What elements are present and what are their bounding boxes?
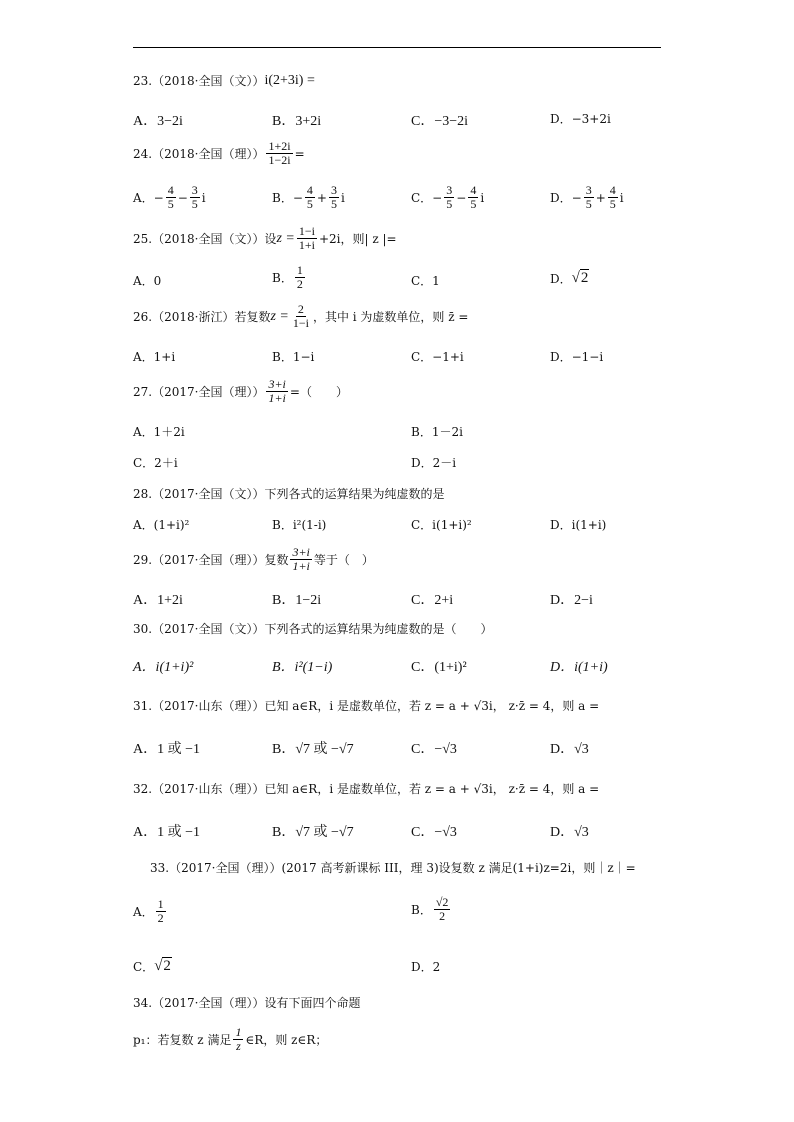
option-a: A． $\frac{1}{2}$ bbox=[133, 897, 164, 925]
option-b: B．1−i bbox=[272, 350, 315, 364]
fraction: $\frac{1+2i}{1-2i}$ bbox=[268, 139, 291, 167]
option-c: C．− $\frac{3}{5}$ − $\frac{4}{5}$ i bbox=[411, 183, 485, 211]
question-25 bbox=[133, 225, 397, 252]
option-d: D．√3 bbox=[550, 825, 589, 840]
question-28: 28.（2017·全国（文））下列各式的运算结果为纯虚数的是 bbox=[133, 487, 445, 501]
option-c: C．(1+i)² bbox=[411, 660, 467, 675]
question-label: 25.（2018·全国（文））设 bbox=[133, 232, 277, 246]
option-b: B．− $\frac{4}{5}$ + $\frac{3}{5}$ i bbox=[272, 183, 345, 211]
variable: z = bbox=[276, 230, 295, 246]
question-29 bbox=[133, 546, 374, 573]
question-tail: ，其中 i 为虚数单位，则 z̄ = bbox=[312, 310, 469, 324]
option-a: A．1+i bbox=[133, 350, 176, 364]
option-a: A．i(1+i)² bbox=[133, 660, 194, 675]
fraction: $\frac{3+i}{1+i}$ bbox=[292, 545, 310, 573]
option-d: D．−1−i bbox=[550, 350, 604, 364]
option-c: C．−3−2i bbox=[411, 114, 469, 129]
option-c: C．−√3 bbox=[411, 825, 457, 840]
option-d: D．√3 bbox=[550, 742, 589, 757]
option-b: B．i²(1-i) bbox=[272, 518, 327, 532]
option-a: A．3−2i bbox=[133, 114, 183, 129]
question-30: 30.（2017·全国（文））下列各式的运算结果为纯虚数的是（ ） bbox=[133, 622, 493, 636]
option-a: A．1＋2i bbox=[133, 425, 185, 439]
fraction: $\frac{2}{1-i}$ bbox=[292, 302, 309, 330]
option-a: A．(1+i)² bbox=[133, 518, 190, 532]
option-b: B．√7 或 −√7 bbox=[272, 742, 354, 757]
option-d: D．2−i bbox=[550, 593, 593, 608]
option-c: C．2+i bbox=[411, 593, 454, 608]
option-b: B．1－2i bbox=[411, 425, 463, 439]
question-tail: 等于（ ） bbox=[313, 553, 374, 567]
option-d: D．2－i bbox=[411, 456, 457, 470]
option-b: B． $\frac{√2}{2}$ bbox=[411, 895, 449, 923]
option-b: B．√7 或 −√7 bbox=[272, 825, 354, 840]
option-c: C．1 bbox=[411, 274, 440, 288]
option-c: C．−1+i bbox=[411, 350, 464, 364]
option-b: B．i²(1−i) bbox=[272, 660, 333, 675]
equals-sign: = bbox=[294, 146, 305, 161]
question-33: 33.（2017·全国（理））(2017 高考新课标 III，理 3)设复数 z 满足(1+i)z=2i，则｜z｜= bbox=[150, 861, 636, 875]
option-a: A．1 或 −1 bbox=[133, 825, 201, 840]
option-d: D．−3+2i bbox=[550, 112, 611, 126]
question-23 bbox=[133, 72, 315, 89]
option-c: C． √2 bbox=[133, 958, 171, 974]
question-tail: =（ ） bbox=[289, 385, 348, 399]
question-label: 26.（2018·浙江）若复数 bbox=[133, 310, 271, 324]
question-31: 31.（2017·山东（理））已知 a∈R，i 是虚数单位，若 z = a + √3i， z·z̄ = 4，则 a = bbox=[133, 699, 600, 713]
variable: z = bbox=[270, 308, 289, 324]
question-label: 27.（2017·全国（理）） bbox=[133, 385, 265, 399]
option-b: B．3+2i bbox=[272, 114, 322, 129]
option-d: D．i(1+i) bbox=[550, 518, 607, 532]
fraction: $\frac{1-i}{1+i}$ bbox=[298, 224, 315, 252]
question-tail: +2i，则| z |= bbox=[318, 232, 397, 246]
option-b: B． $\frac{1}{2}$ bbox=[272, 263, 303, 291]
question-expression: i(2+3i) = bbox=[264, 72, 315, 88]
option-d: D．i(1+i) bbox=[550, 660, 608, 675]
proposition-p1: p₁：若复数 z 满足 $\frac{1}{z}$ ∈R，则 z∈R； bbox=[133, 1025, 328, 1053]
option-c: C．i(1+i)² bbox=[411, 518, 472, 532]
option-c: C．2＋i bbox=[133, 456, 178, 470]
question-32: 32.（2017·山东（理））已知 a∈R，i 是虚数单位，若 z = a + √3i， z·z̄ = 4，则 a = bbox=[133, 782, 600, 796]
option-a: A．− $\frac{4}{5}$ − $\frac{3}{5}$ i bbox=[133, 183, 206, 211]
option-a: A．0 bbox=[133, 274, 162, 288]
header-rule bbox=[133, 47, 661, 48]
option-d: D．− $\frac{3}{5}$ + $\frac{4}{5}$ i bbox=[550, 183, 624, 211]
question-label: 23.（2018·全国（文）） bbox=[133, 74, 265, 88]
question-27 bbox=[133, 378, 348, 405]
option-b: B．1−2i bbox=[272, 593, 322, 608]
option-a: A．1 或 −1 bbox=[133, 742, 201, 757]
option-c: C．−√3 bbox=[411, 742, 457, 757]
question-label: 29.（2017·全国（理））复数 bbox=[133, 553, 289, 567]
option-a: A．1+2i bbox=[133, 593, 183, 608]
question-26 bbox=[133, 303, 468, 330]
question-24 bbox=[133, 140, 305, 167]
option-d: D． √2 bbox=[550, 270, 589, 286]
option-d: D．2 bbox=[411, 960, 441, 974]
question-label: 24.（2018·全国（理）） bbox=[133, 147, 265, 161]
fraction: $\frac{3+i}{1+i}$ bbox=[268, 377, 286, 405]
question-34: 34.（2017·全国（理））设有下面四个命题 bbox=[133, 996, 361, 1010]
